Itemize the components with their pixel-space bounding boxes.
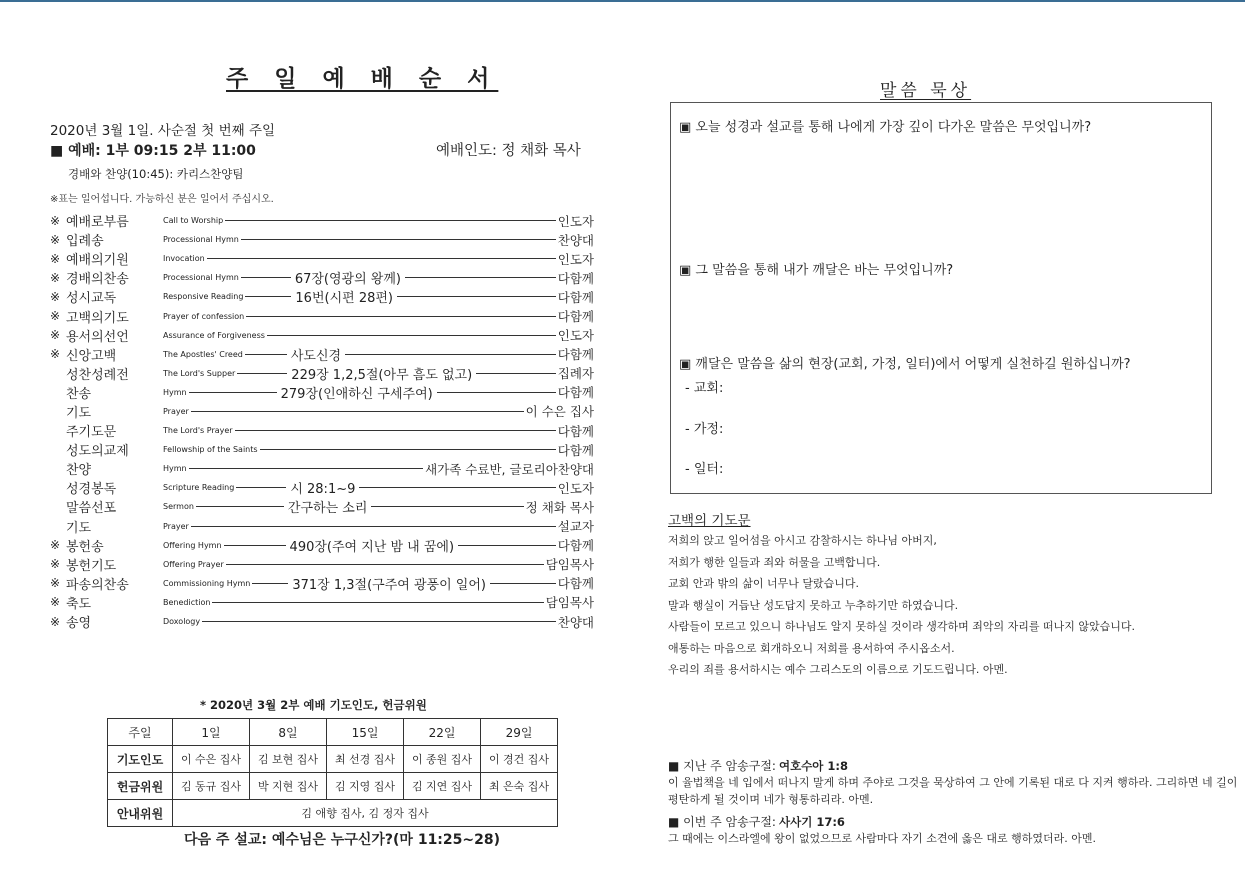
- order-english: Processional Hymn: [163, 235, 239, 245]
- order-responsible: 정 채화 목사: [525, 499, 594, 515]
- row-label: 헌금위원: [108, 773, 173, 800]
- order-responsible: 집례자: [557, 366, 594, 382]
- leader-rule: [246, 316, 556, 317]
- stand-mark: ※: [50, 576, 61, 591]
- home-field: - 가정:: [685, 422, 724, 437]
- meditation-question-2: ▣ 그 말씀을 통해 내가 깨달은 바는 무엇입니까?: [679, 263, 954, 278]
- order-row: [50, 268, 594, 287]
- leader-rule: [235, 430, 556, 431]
- stand-mark: ※: [50, 328, 61, 343]
- table-cell: 김 지영 집사: [327, 773, 404, 800]
- leader-rule: [476, 373, 556, 374]
- leader-rule: [202, 621, 556, 622]
- order-responsible: 인도자: [557, 213, 594, 229]
- order-english: Processional Hymn: [163, 273, 239, 283]
- confession-prayer: [668, 530, 1238, 681]
- order-english: The Lord's Prayer: [163, 426, 233, 436]
- order-row: [50, 497, 594, 516]
- order-row: [50, 345, 594, 364]
- order-name: 예배로부름: [66, 215, 129, 231]
- leader-rule: [437, 392, 556, 393]
- order-responsible: 찬양대: [557, 614, 594, 630]
- order-english: Offering Hymn: [163, 540, 222, 550]
- order-row: [50, 364, 594, 383]
- order-responsible: 담임목사: [545, 595, 594, 611]
- order-row: [50, 383, 594, 402]
- order-row: [50, 402, 594, 421]
- table-cell: 이 경건 집사: [481, 746, 558, 773]
- prayer-line: 저희가 행한 일들과 죄와 허물을 고백합니다.: [668, 555, 881, 569]
- duty-table: [107, 718, 558, 827]
- verse-label: ■ 지난 주 암송구절:: [668, 759, 776, 773]
- prayer-line: 저희의 앉고 일어섬을 아시고 감찰하시는 하나님 아버지,: [668, 534, 937, 547]
- order-row: [50, 230, 594, 249]
- table-cell: 김 보현 집사: [250, 746, 327, 773]
- stand-mark: ※: [50, 347, 61, 362]
- order-row: [50, 536, 594, 555]
- order-responsible: 인도자: [557, 251, 594, 267]
- order-english: Fellowship of the Saints: [163, 445, 258, 455]
- order-english: Invocation: [163, 254, 205, 264]
- order-english: Hymn: [163, 387, 187, 397]
- order-name: 예배의기원: [66, 253, 129, 269]
- order-responsible: 인도자: [557, 328, 594, 344]
- order-name: 찬송: [66, 386, 92, 402]
- order-responsible: 인도자: [557, 480, 594, 496]
- leader-rule: [245, 354, 287, 355]
- leader-rule: [241, 239, 556, 240]
- order-name: 입례송: [66, 234, 104, 250]
- prayer-line: 애통하는 마음으로 회개하오니 저희를 용서하여 주시옵소서.: [668, 641, 955, 655]
- order-name: 성찬성례전: [66, 367, 129, 383]
- table-header: 1일: [173, 719, 250, 746]
- order-row: [50, 517, 594, 536]
- leader-rule: [345, 354, 556, 355]
- leader-rule: [490, 583, 556, 584]
- order-name: 기도: [66, 520, 92, 536]
- table-cell: 이 수은 집사: [173, 746, 250, 773]
- order-responsible: 찬양대: [557, 232, 594, 248]
- verse-reference: 사사기 17:6: [778, 815, 845, 829]
- praise-info: 경배와 찬양(10:45): 카리스찬양팀: [68, 167, 244, 181]
- leader-rule: [196, 506, 284, 507]
- order-detail: 490장(주여 지난 밤 내 꿈에): [289, 539, 455, 555]
- prayer-line: 사람들이 모르고 있으니 하나님도 알지 못하실 것이라 생각하며 죄악의 자리를 떠나지 않았습니다.: [668, 620, 1135, 633]
- leader-rule: [189, 468, 423, 469]
- order-responsible: 다함께: [557, 423, 594, 439]
- order-row: [50, 326, 594, 345]
- order-responsible: 이 수은 집사: [525, 404, 594, 420]
- leader-rule: [245, 296, 291, 297]
- order-detail: 사도신경: [290, 348, 342, 364]
- order-detail: 279장(인애하신 구세주여): [280, 386, 433, 402]
- service-date: 2020년 3월 1일. 사순절 첫 번째 주일: [50, 123, 276, 139]
- prayer-line: 우리의 죄를 용서하시는 예수 그리스도의 이름으로 기도드립니다. 아멘.: [668, 663, 1008, 676]
- table-row: [108, 800, 558, 827]
- table-header: 8일: [250, 719, 327, 746]
- order-name: 축도: [66, 596, 92, 612]
- leader-rule: [241, 277, 291, 278]
- leader-rule: [225, 220, 556, 221]
- order-row: [50, 440, 594, 459]
- meditation-question-1: ▣ 오늘 성경과 설교를 통해 나에게 가장 깊이 다가온 말씀은 무엇입니까?: [679, 120, 1092, 135]
- leader-rule: [405, 277, 556, 278]
- table-row: [108, 746, 558, 773]
- table-cell: 박 지현 집사: [250, 773, 327, 800]
- table-cell: 최 은숙 집사: [481, 773, 558, 800]
- order-row: [50, 555, 594, 574]
- meditation-title: 말씀 묵상: [880, 81, 972, 101]
- order-detail: 시 28:1~9: [290, 482, 356, 498]
- table-header: 15일: [327, 719, 404, 746]
- order-detail: 67장(영광의 왕께): [294, 272, 401, 288]
- order-english: Scripture Reading: [163, 483, 235, 493]
- page-title: 주 일 예 배 순 서: [226, 66, 499, 92]
- this-week-verse: [668, 813, 1238, 847]
- order-row: [50, 287, 594, 306]
- stand-mark: ※: [50, 289, 61, 304]
- stand-mark: ※: [50, 557, 61, 572]
- order-responsible: 새가족 수료반, 글로리아찬양대: [425, 461, 594, 477]
- order-row: [50, 306, 594, 325]
- table-cell: 김 애향 집사, 김 정자 집사: [173, 800, 558, 827]
- verse-reference: 여호수아 1:8: [778, 759, 849, 773]
- stand-mark: ※: [50, 538, 61, 553]
- meditation-box: [670, 102, 1212, 494]
- order-english: Benediction: [163, 597, 211, 607]
- order-english: The Lord's Supper: [163, 368, 236, 378]
- order-english: The Apostles' Creed: [163, 349, 243, 359]
- leader-rule: [191, 526, 556, 527]
- verse-text: 그 때에는 이스라엘에 왕이 없었으므로 사람마다 자기 소견에 옳은 대로 행하였더라. 아멘.: [668, 832, 1096, 845]
- order-row: [50, 421, 594, 440]
- order-name: 주기도문: [66, 425, 117, 441]
- leader-rule: [397, 296, 556, 297]
- stand-mark: ※: [50, 309, 61, 324]
- table-cell: 최 선경 집사: [327, 746, 404, 773]
- order-name: 기도: [66, 405, 92, 421]
- last-week-verse: [668, 757, 1238, 808]
- order-row: [50, 249, 594, 268]
- order-english: Hymn: [163, 464, 187, 474]
- leader-rule: [191, 411, 524, 412]
- worship-order-list: [50, 211, 594, 631]
- order-responsible: 다함께: [557, 538, 594, 554]
- order-row: [50, 612, 594, 631]
- table-cell: 김 지연 집사: [404, 773, 481, 800]
- service-leader: 예배인도: 정 채화 목사: [436, 143, 581, 159]
- order-row: [50, 211, 594, 230]
- table-cell: 김 동규 집사: [173, 773, 250, 800]
- table-header: 29일: [481, 719, 558, 746]
- order-detail: 간구하는 소리: [287, 501, 368, 517]
- top-rule: [0, 0, 1245, 2]
- table-header: 주일: [108, 719, 173, 746]
- leader-rule: [236, 487, 286, 488]
- order-name: 송영: [66, 616, 92, 632]
- stand-mark: ※: [50, 595, 61, 610]
- order-name: 말씀선포: [66, 501, 117, 517]
- order-name: 고백의기도: [66, 310, 129, 326]
- order-row: [50, 478, 594, 497]
- order-name: 용서의선언: [66, 329, 129, 345]
- order-row: [50, 593, 594, 612]
- order-english: Offering Prayer: [163, 559, 224, 569]
- order-english: Sermon: [163, 502, 194, 512]
- duty-table-title: * 2020년 3월 2부 예배 기도인도, 헌금위원: [200, 698, 427, 712]
- order-name: 성도의교제: [66, 444, 129, 460]
- order-responsible: 다함께: [557, 309, 594, 325]
- order-english: Prayer of confession: [163, 311, 245, 321]
- service-time: ■ 예배: 1부 09:15 2부 11:00: [50, 143, 256, 159]
- leader-rule: [237, 373, 287, 374]
- order-english: Prayer: [163, 406, 189, 416]
- stand-mark: ※: [50, 614, 61, 629]
- standing-note: ※표는 일어섭니다. 가능하신 분은 일어서 주십시오.: [50, 194, 274, 205]
- verse-label: ■ 이번 주 암송구절:: [668, 815, 776, 829]
- stand-mark: ※: [50, 213, 61, 228]
- order-responsible: 다함께: [557, 442, 594, 458]
- church-field: - 교회:: [685, 381, 724, 396]
- leader-rule: [189, 392, 277, 393]
- leader-rule: [371, 506, 523, 507]
- stand-mark: ※: [50, 232, 61, 247]
- confession-title: 고백의 기도문: [668, 513, 751, 529]
- leader-rule: [359, 487, 555, 488]
- stand-mark: ※: [50, 270, 61, 285]
- order-detail: 371장 1,3절(구주여 광풍이 일어): [292, 577, 486, 593]
- leader-rule: [212, 602, 543, 603]
- leader-rule: [260, 449, 556, 450]
- order-responsible: 다함께: [557, 576, 594, 592]
- leader-rule: [267, 335, 556, 336]
- order-row: [50, 459, 594, 478]
- order-name: 봉헌기도: [66, 558, 117, 574]
- order-responsible: 설교자: [557, 519, 594, 535]
- order-english: Prayer: [163, 521, 189, 531]
- order-english: Responsive Reading: [163, 292, 244, 302]
- order-name: 신앙고백: [66, 348, 117, 364]
- order-english: Doxology: [163, 617, 201, 627]
- order-name: 경배의찬송: [66, 272, 129, 288]
- leader-rule: [207, 258, 556, 259]
- order-responsible: 다함께: [557, 385, 594, 401]
- order-responsible: 다함께: [557, 347, 594, 363]
- order-name: 봉헌송: [66, 539, 104, 555]
- meditation-question-3: ▣ 깨달은 말씀을 삶의 현장(교회, 가정, 일터)에서 어떻게 실천하길 원하십니까?: [679, 357, 1131, 372]
- table-cell: 이 종원 집사: [404, 746, 481, 773]
- order-responsible: 다함께: [557, 270, 594, 286]
- next-sermon: 다음 주 설교: 예수님은 누구신가?(마 11:25~28): [184, 832, 500, 848]
- leader-rule: [226, 564, 544, 565]
- row-label: 기도인도: [108, 746, 173, 773]
- leader-rule: [224, 545, 286, 546]
- table-header: 22일: [404, 719, 481, 746]
- order-detail: 16번(시편 28편): [295, 291, 393, 307]
- order-detail: 229장 1,2,5절(아무 흠도 없고): [291, 367, 473, 383]
- order-english: Commissioning Hymn: [163, 578, 251, 588]
- order-responsible: 담임목사: [545, 557, 594, 573]
- order-name: 찬양: [66, 463, 92, 479]
- work-field: - 일터:: [685, 462, 724, 477]
- order-name: 성경봉독: [66, 482, 117, 498]
- row-label: 안내위원: [108, 800, 173, 827]
- order-name: 성시교독: [66, 291, 117, 307]
- leader-rule: [458, 545, 556, 546]
- prayer-line: 말과 행실이 거듭난 성도답지 못하고 누추하기만 하였습니다.: [668, 598, 959, 612]
- table-row: [108, 773, 558, 800]
- order-name: 파송의찬송: [66, 577, 129, 593]
- table-header-row: [108, 719, 558, 746]
- order-responsible: 다함께: [557, 289, 594, 305]
- prayer-line: 교회 안과 밖의 삶이 너무나 달랐습니다.: [668, 577, 859, 590]
- order-english: Call to Worship: [163, 216, 224, 226]
- verse-text: 이 율법책을 네 입에서 떠나지 말게 하며 주야로 그것을 묵상하여 그 안에 기록된 대로 다 지켜 행하라. 그리하면 네 길이 평탄하게 될 것이며 네가 형통하리라. 아멘.: [668, 776, 1238, 806]
- leader-rule: [252, 583, 288, 584]
- stand-mark: ※: [50, 251, 61, 266]
- order-english: Assurance of Forgiveness: [163, 330, 265, 340]
- order-row: [50, 574, 594, 593]
